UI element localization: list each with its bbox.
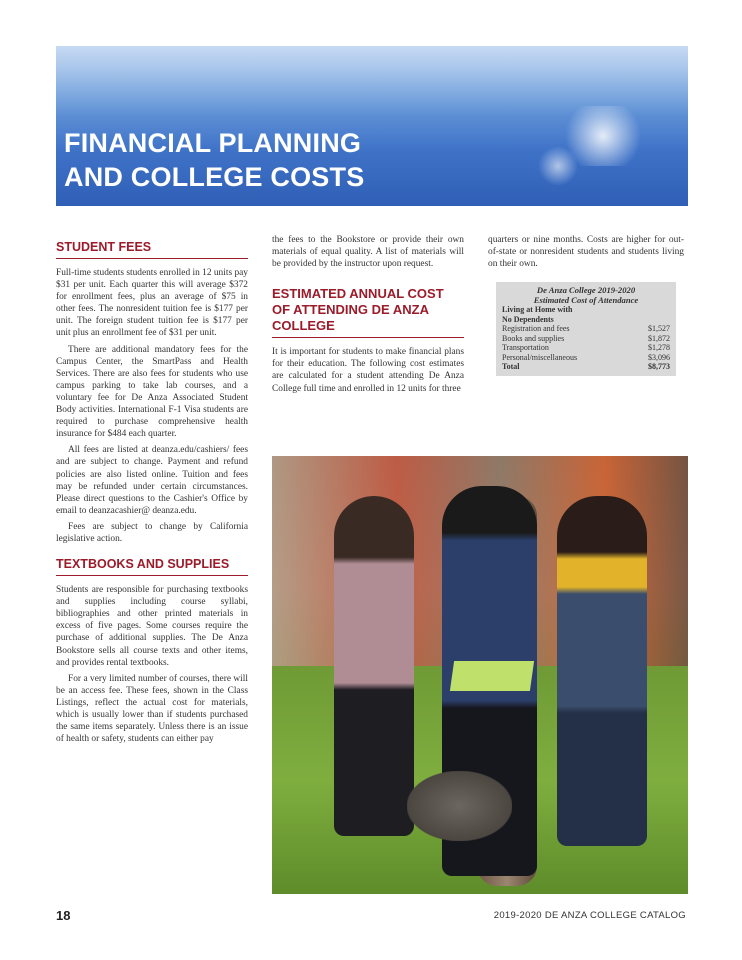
cost-table-title-1: De Anza College 2019-2020 (536, 285, 636, 296)
page-title-line-2: AND COLLEGE COSTS (64, 162, 365, 192)
page-number: 18 (56, 908, 71, 923)
textbooks-paragraph-1: Students are responsible for purchasing textbooks and supplies including course syllabi, bibliographies and other printed materials in excess of five pages. Some courses require the purchase of additional supplies. The De Anza Bookstore sells all course texts and other items, and provides rental textbooks. (56, 585, 248, 668)
cost-total-label: Total (502, 362, 520, 372)
student-fees-paragraph-3: All fees are listed at deanza.edu/cashiers/ fees and are subject to change. Payment and refund policies are also listed online. Tuition and fees may be refunded under certain circumstances. Please direct questions to the Cashier's Office by email to deanzacashier@ deanza.edu. (56, 445, 248, 516)
cost-table-row (502, 353, 670, 363)
textbooks-paragraph-3: the fees to the Bookstore or provide their own materials of equal quality. A list of materials will be provided by the instructor upon request. (272, 235, 464, 270)
estimated-cost-paragraph-1: It is important for students to make financial plans for their education. The following cost estimates are calculated for a student attending De Anza College full time and enrolled in 12 units for three (272, 347, 464, 394)
cost-table-row (502, 334, 670, 344)
student-fees-heading: STUDENT FEES (56, 240, 248, 259)
title-banner (56, 46, 688, 206)
page-title (64, 126, 464, 194)
student-fees-paragraph-2: There are additional mandatory fees for the Campus Center, the SmartPass and Health Services. There are also fees for students who use campus parking to take lab courses, and a voluntary fee for De Anza Associated Student Body activities. International F-1 Visa students are required to purchase comprehensive health insurance for $484 each quarter. (56, 344, 248, 440)
students-photo (272, 456, 688, 894)
student-figure-left (334, 496, 414, 836)
page-title-line-1: FINANCIAL PLANNING (64, 128, 362, 158)
estimated-cost-heading: ESTIMATED ANNUAL COST OF ATTENDING DE ANZA COLLEGE (272, 286, 464, 338)
student-figure-right (557, 496, 647, 846)
cost-row-label: Transportation (502, 343, 549, 353)
column-2 (272, 234, 464, 399)
dog (407, 771, 512, 841)
textbooks-heading: TEXTBOOKS AND SUPPLIES (56, 557, 248, 576)
cost-table-title-2: Estimated Cost of Attendance (533, 294, 639, 305)
estimated-cost-paragraph-2: quarters or nine months. Costs are higher for out-of-state or nonresident students and students living on their own. (488, 235, 684, 270)
catalog-footer-title: 2019-2020 DE ANZA COLLEGE CATALOG (493, 910, 686, 921)
cost-table-subheading-2: No Dependents (502, 314, 554, 324)
cost-row-value: $1,527 (648, 324, 670, 334)
banner-light-flare-small (538, 146, 578, 186)
cost-row-value: $1,278 (648, 343, 670, 353)
cost-row-value: $3,096 (648, 352, 670, 362)
column-3 (488, 234, 684, 376)
cost-table-row (502, 343, 670, 353)
column-1 (56, 234, 248, 749)
cost-row-label: Registration and fees (502, 324, 570, 334)
textbooks-paragraph-2: For a very limited number of courses, there will be an access fee. These fees, shown in the Class Listings, reflect the actual cost for materials, which is usually lower than if students purchased the same items separately. Unless there is an issue of health or safety, students can either pay (56, 673, 248, 745)
student-fees-paragraph-1: Full-time students students enrolled in 12 units pay $31 per unit. Each quarter this will average $372 for enrollment fees, plus an average of $75 in other fees. The nonresident tuition fee is $177 per unit. The foreign student tuition fee is $177 per unit plus an enrollment fee of $31 per unit. (56, 268, 248, 339)
laptop (450, 661, 534, 691)
cost-table-row (502, 324, 670, 334)
student-fees-paragraph-4: Fees are subject to change by California legislative action. (56, 521, 248, 544)
cost-row-value: $1,872 (648, 333, 670, 343)
cost-table-subheading-1: Living at Home with (502, 305, 573, 315)
cost-row-label: Books and supplies (502, 333, 565, 343)
cost-table-total-row (502, 362, 670, 372)
cost-of-attendance-table (496, 282, 676, 376)
cost-total-value: $8,773 (648, 362, 670, 372)
cost-row-label: Personal/miscellaneous (502, 352, 578, 362)
